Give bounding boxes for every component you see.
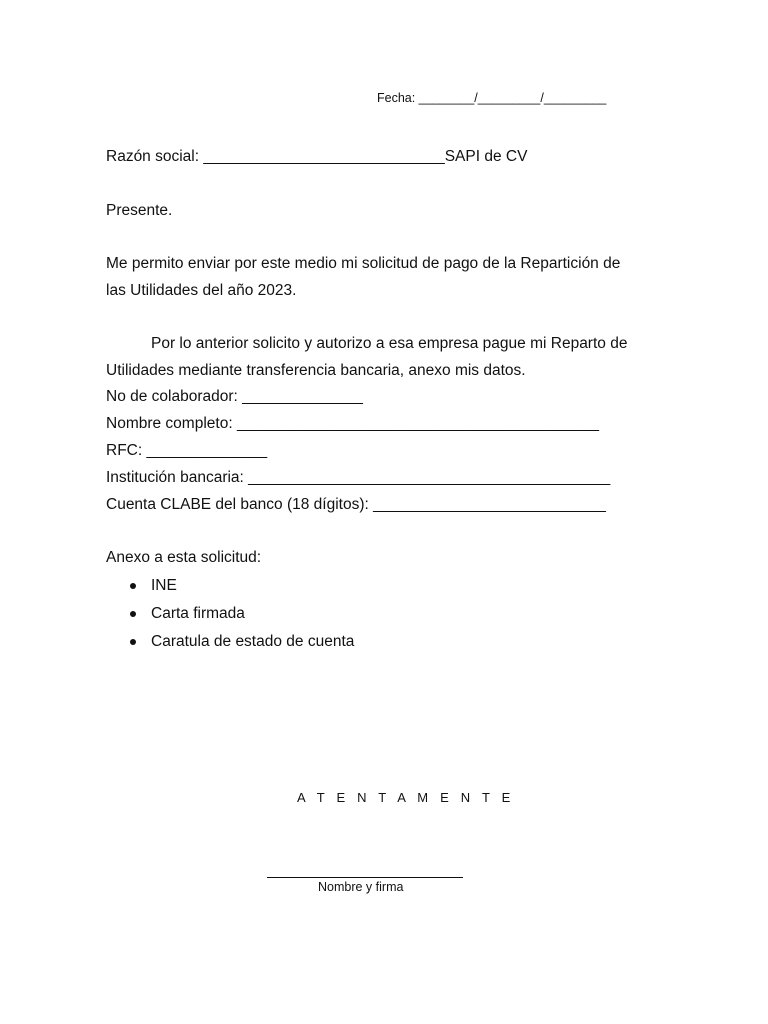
signature-line <box>267 877 463 878</box>
annex-item <box>106 633 355 661</box>
full-name-field: Nombre completo: __________________________________________ <box>106 415 599 432</box>
annex-list <box>106 577 355 661</box>
bank-institution-field: Institución bancaria: __________________________________________ <box>106 469 611 486</box>
annex-item-label: Carta firmada <box>151 605 245 622</box>
annex-item-label: Caratula de estado de cuenta <box>151 633 355 650</box>
rfc-field: RFC: ______________ <box>106 442 268 459</box>
annex-title: Anexo a esta solicitud: <box>106 549 262 566</box>
annex-item <box>106 577 177 605</box>
clabe-account-field: Cuenta CLABE del banco (18 dígitos): ___________________________ <box>106 496 606 513</box>
greeting: Presente. <box>106 202 173 219</box>
bullet-icon <box>130 583 136 589</box>
request-paragraph-line-2: las Utilidades del año 2023. <box>106 282 297 299</box>
bullet-icon <box>130 639 136 645</box>
authorization-paragraph-line-1: Por lo anterior solicito y autorizo a esa empresa pague mi Reparto de <box>151 335 628 352</box>
date-line: Fecha: ________/_________/_________ <box>377 91 607 105</box>
employee-number-field: No de colaborador: ______________ <box>106 388 363 405</box>
closing: A T E N T A M E N T E <box>297 790 515 805</box>
authorization-paragraph-line-2: Utilidades mediante transferencia bancaria, anexo mis datos. <box>106 362 526 379</box>
bullet-icon <box>130 611 136 617</box>
request-paragraph-line-1: Me permito enviar por este medio mi solicitud de pago de la Repartición de <box>106 255 621 272</box>
signature-caption: Nombre y firma <box>318 880 404 894</box>
company-name-line: Razón social: ____________________________SAPI de CV <box>106 148 528 165</box>
annex-item <box>106 605 245 633</box>
annex-item-label: INE <box>151 577 177 594</box>
